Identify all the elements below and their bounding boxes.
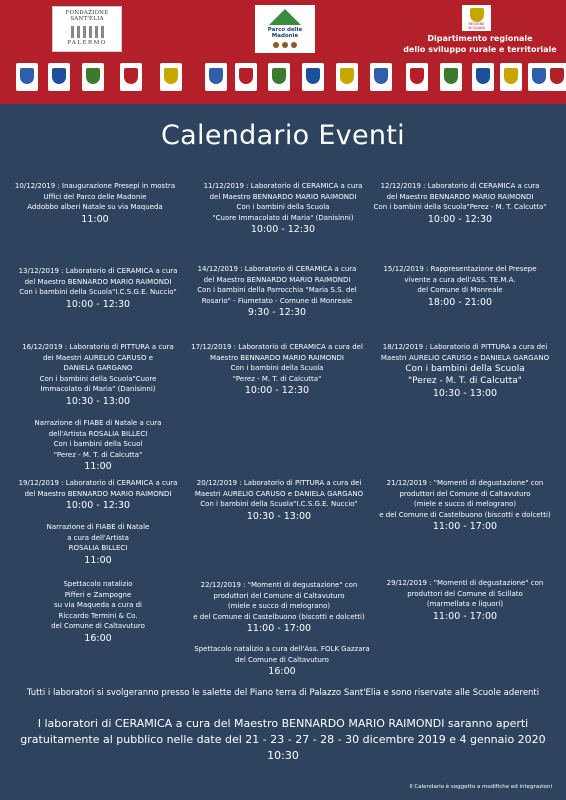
event-time: 11:00 [84, 554, 112, 566]
header-banner [0, 0, 566, 104]
municipal-crest-icon [546, 63, 566, 91]
open-note-line-2: gratuitamente al pubblico nelle date del 21 - 23 - 27 - 28 - 30 dicembre 2019 e 4 gennaio 2020 [20, 733, 546, 746]
event-text: 17/12/2019 : Laboratorio di CERAMICA a cura del [191, 343, 363, 351]
event-text: Con i bambini della Scuola"Cuore [39, 374, 157, 383]
event-13-12 [10, 266, 186, 312]
event-time: 11:00 [84, 461, 112, 472]
event-text: "Perez - M. T. di Calcutta" [408, 376, 522, 386]
event-14-12 [188, 264, 366, 320]
event-text: del Maestro BENNARDO MARIO RAIMONDI [209, 192, 357, 201]
parco-logo-text: Parco delle Madonie [267, 27, 303, 39]
event-time: 10:00 - 12:30 [65, 298, 131, 310]
event-text: Con i bambini della Scuola [405, 364, 525, 374]
event-11-12 [188, 181, 378, 237]
event-text: su via Maqueda a cura di [54, 601, 142, 609]
event-22-12 [184, 580, 374, 636]
event-time: 11:00 - 17:00 [246, 623, 312, 634]
event-time: 11:00 - 17:00 [432, 610, 498, 622]
event-text: Rosario" - Fiumetato - Comune di Monreale [201, 296, 353, 305]
regione-logo [462, 5, 491, 31]
event-text: Con i bambini della Scuola"I.C.S.G.E. Nuccio" [200, 500, 358, 508]
municipal-crest-icon [500, 63, 522, 91]
open-note-line-1: I laboratori di CERAMICA a cura del Maestro BENNARDO MARIO RAIMONDI saranno aperti [37, 717, 529, 730]
event-text: "Perez - M. T. di Calcutta" [53, 450, 143, 459]
fondazione-city: PALERMO [67, 40, 107, 46]
event-text: Narrazione di FIABE di Natale [46, 523, 150, 531]
event-text: del Comune di Monreale [417, 286, 503, 294]
parco-madonie-logo [255, 5, 315, 53]
event-text: del Comune di Caltavuturo [235, 655, 329, 664]
event-text: e del Comune di Castelbuono (biscotti e dolcetti) [379, 510, 551, 519]
event-text: 10/12/2019 : Inaugurazione Presepi in mostra [14, 182, 176, 190]
event-time: 10:00 - 12:30 [427, 213, 493, 225]
event-text: (marmellata e liquori) [426, 600, 504, 608]
event-text: a cura dell'Artista [67, 533, 129, 542]
event-text: 16/12/2019 : Laboratorio di PITTURA a cura [22, 343, 174, 351]
event-text: del Comune di Caltavuturo [51, 622, 145, 630]
regione-text: REGIONE SICILIANA [467, 22, 486, 30]
event-text: 29/12/2019 : "Momenti di degustazione" con [386, 579, 544, 587]
department-name [400, 33, 560, 55]
event-text: 18/12/2019 : Laboratorio di PITTURA a cura dei [382, 343, 548, 351]
event-text: Riccardo Termini & Co. [58, 611, 138, 620]
municipal-crest-icon [235, 63, 257, 91]
ceramica-open-note [0, 716, 566, 764]
fondazione-logo-text: FONDAZIONE SANT'ELIA [65, 10, 109, 22]
fondazione-logo [52, 6, 122, 52]
event-time: 16:00 [84, 632, 112, 644]
regione-shield-icon [470, 8, 484, 22]
municipal-crest-icon [16, 63, 38, 91]
event-text: Maestro BENNARDO MARIO RAIMONDI [210, 353, 344, 362]
event-text: Maestri AURELIO CARUSO e DANIELA GARGANO [194, 489, 364, 498]
event-29-12 [372, 578, 558, 624]
event-18-12 [372, 342, 558, 401]
event-spettacolo-folk [184, 644, 380, 679]
event-time: 11:00 - 17:00 [432, 521, 498, 532]
municipal-crest-icon [160, 63, 182, 91]
event-text: 12/12/2019 : Laboratorio di CERAMICA a cura [380, 182, 540, 190]
event-text: Con i bambini della Scuol [53, 440, 143, 448]
page-title: Calendario Eventi [161, 120, 405, 151]
event-text: 19/12/2019 : Laboratorio di CERAMICA a cura [18, 479, 178, 487]
municipal-crest-icon [205, 63, 227, 91]
event-time: 16:00 [268, 666, 296, 677]
event-time: 10:30 - 13:00 [432, 388, 498, 399]
event-time: 10:30 - 13:00 [65, 395, 131, 407]
event-time: 10:00 - 12:30 [65, 500, 131, 511]
disclaimer: Il Calendario è soggetto a modifiche ed integrazioni [409, 784, 552, 790]
event-time: 18:00 - 21:00 [427, 296, 493, 308]
municipal-crest-icon [440, 63, 462, 91]
event-text: (miele e succo di melograno) [413, 500, 517, 508]
event-text: del Maestro BENNARDO MARIO RAIMONDI [24, 489, 172, 498]
event-time: 10:00 - 12:30 [244, 385, 310, 396]
event-text: "Cuore Immacolato di Maria" (Danisinni) [212, 213, 354, 222]
event-text: produttori del Comune di Caltavuturo [213, 591, 345, 600]
event-time: 10:00 - 12:30 [250, 224, 316, 235]
event-text: Con i bambini della Scuola [230, 364, 324, 372]
event-10-12 [10, 181, 180, 227]
event-text: Uffici del Parco delle Madonie [43, 192, 147, 201]
event-text: Con i bambini della Parrocchia "Maria S.S. del [197, 286, 357, 294]
event-text: Narrazione di FIABE di Natale a cura [34, 419, 162, 427]
event-20-12 [188, 478, 370, 524]
event-fiabe-1 [10, 418, 186, 474]
dept-line-2: dello sviluppo rurale e territoriale [403, 45, 557, 54]
event-text: Con i bambini della Scuola"I.C.S.G.E. Nuccio" [19, 288, 177, 296]
event-text: Con i bambini della Scuola [236, 203, 330, 211]
event-19-12 [10, 478, 186, 513]
event-text: 20/12/2019 : Laboratorio di PITTURA a cura dei [196, 479, 362, 487]
event-text: vivente a cura dell'ASS. TE.M.A. [404, 275, 516, 284]
event-text: "Perez - M. T. di Calcutta" [232, 374, 322, 383]
columns-icon [53, 26, 121, 38]
event-text: dell'Artista ROSALIA BILLECI [48, 429, 148, 438]
event-text: Pifferi e Zampogne [64, 590, 132, 599]
event-16-12 [10, 342, 186, 409]
event-text: produttori del Comune di Scillato [407, 589, 523, 598]
municipal-crest-icon [406, 63, 428, 91]
event-time: 11:00 [81, 213, 109, 225]
mountain-icon [269, 9, 301, 25]
event-text: Addobbo alberi Natale su via Maqueda [27, 203, 163, 211]
event-text: Spettacolo natalizio a cura dell'Ass. FOLK Gazzara [194, 645, 370, 653]
event-fiabe-2 [10, 522, 186, 568]
municipal-crest-icon [336, 63, 358, 91]
event-time: 9:30 - 12:30 [247, 307, 307, 318]
event-text: (miele e succo di melograno) [227, 602, 331, 610]
event-text: 14/12/2019 : Laboratorio di CERAMICA a cura [197, 265, 357, 273]
event-text: DANIELA GARGANO [63, 364, 133, 372]
event-text: 22/12/2019 : "Momenti di degustazione" con [200, 581, 358, 589]
event-text: produttori del Comune di Caltavuturo [399, 489, 531, 498]
event-text: ROSALIA BILLECI [68, 544, 128, 552]
dept-line-1: Dipartimento regionale [427, 34, 533, 43]
event-text: 13/12/2019 : Laboratorio di CERAMICA a cura [18, 267, 178, 275]
open-note-time: 10:30 [267, 749, 299, 762]
event-spettacolo-pifferi [10, 579, 186, 646]
municipal-crest-icon [268, 63, 290, 91]
municipal-crest-icon [48, 63, 70, 91]
event-text: Con i bambini della Scuola"Perez - M. T. Calcutta" [373, 203, 547, 211]
event-text: e del Comune di Castelbuono (biscotti e dolcetti) [193, 612, 365, 621]
municipal-crest-icon [370, 63, 392, 91]
event-text: del Maestro BENNARDO MARIO RAIMONDI [386, 192, 534, 201]
municipal-crests-row [0, 63, 566, 93]
event-text: Immacolato di Maria" (Danisinni) [40, 385, 156, 393]
schools-note: Tutti i laboratori si svolgeranno presso le salette del Piano terra di Palazzo Sant'Elia e sono riservate alle Scuole aderenti [26, 688, 540, 698]
event-text: 15/12/2019 : Rappresentazione del Presepe [383, 265, 537, 273]
event-17-12 [188, 342, 366, 398]
badges-icon [255, 42, 315, 48]
event-text: 21/12/2019 : "Momenti di degustazione" con [386, 479, 544, 487]
event-text: Maestri AURELIO CARUSO e DANIELA GARGANO [380, 353, 550, 362]
event-21-12 [370, 478, 560, 534]
event-text: dei Maestri AURELIO CARUSO e [42, 353, 154, 362]
municipal-crest-icon [120, 63, 142, 91]
municipal-crest-icon [302, 63, 324, 91]
event-text: del Maestro BENNARDO MARIO RAIMONDI [24, 277, 172, 286]
event-time: 10:30 - 13:00 [246, 510, 312, 522]
event-text: 11/12/2019 : Laboratorio di CERAMICA a cura [203, 182, 363, 190]
event-text: Spettacolo natalizio [63, 580, 133, 588]
event-text: del Maestro BENNARDO MARIO RAIMONDI [203, 275, 351, 284]
municipal-crest-icon [472, 63, 494, 91]
event-15-12 [372, 264, 548, 310]
municipal-crest-icon [82, 63, 104, 91]
event-12-12 [370, 181, 550, 227]
